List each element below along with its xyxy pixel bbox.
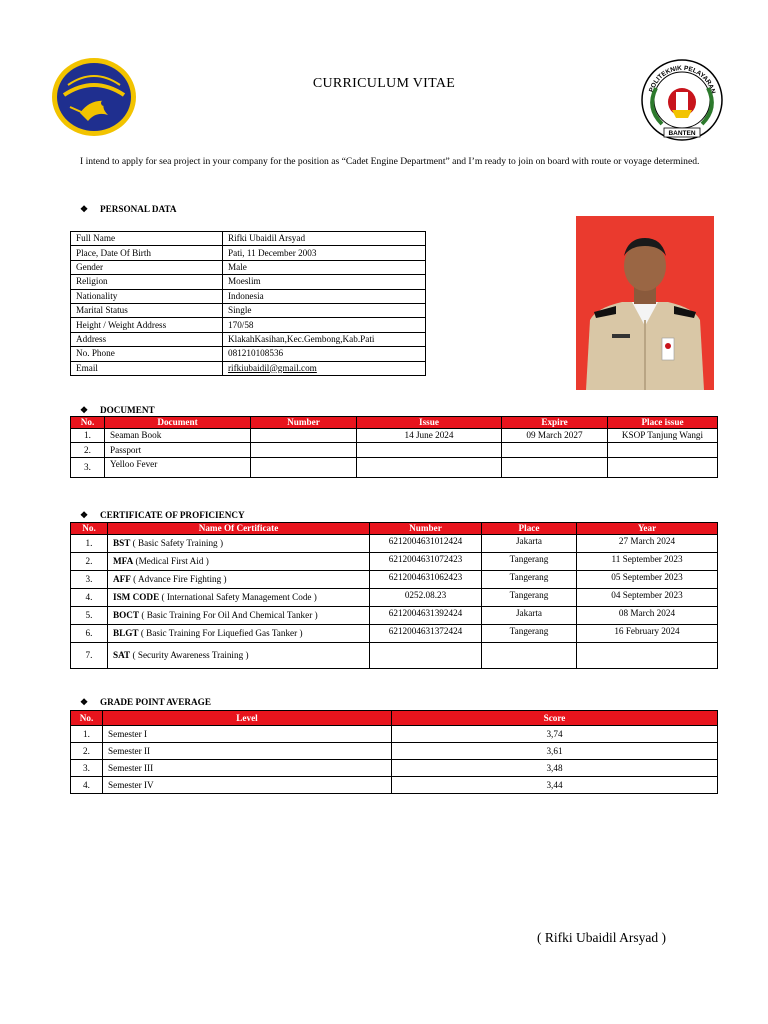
- table-row: [71, 429, 718, 443]
- certificate-desc: ( International Safety Management Code ): [159, 592, 317, 602]
- ministry-logo: [50, 55, 138, 139]
- diamond-bullet-icon: ❖: [80, 204, 89, 214]
- signature-name: ( Rifki Ubaidil Arsyad ): [537, 930, 666, 945]
- field-label: Gender: [71, 260, 223, 274]
- field-label: Full Name: [71, 232, 223, 246]
- certificate-number: 6212004631012424: [370, 535, 482, 553]
- certificate-number: 6212004631072423: [370, 553, 482, 571]
- school-bottom-text: BANTEN: [668, 130, 696, 137]
- certificate-number: 6212004631392424: [370, 607, 482, 625]
- certificate-year: 08 March 2024: [577, 607, 718, 625]
- section-title: CERTIFICATE OF PROFICIENCY: [100, 510, 245, 520]
- table-row: [71, 589, 718, 607]
- certificate-name: [108, 643, 370, 669]
- table-row: [71, 347, 426, 361]
- column-header: Expire: [502, 417, 608, 429]
- row-number: 1.: [71, 535, 108, 553]
- field-label: Place, Date Of Birth: [71, 246, 223, 260]
- intro-paragraph: I intend to apply for sea project in your company for the position as “Cadet Engine Department” and I’m ready to join on board with route or voyage determined.: [80, 156, 700, 167]
- table-header-row: [71, 711, 718, 726]
- certificate-desc: ( Security Awareness Training ): [130, 650, 249, 660]
- field-value: 081210108536: [223, 347, 426, 361]
- column-header: Name Of Certificate: [108, 523, 370, 535]
- certificate-place: Jakarta: [482, 607, 577, 625]
- field-value: Male: [223, 260, 426, 274]
- column-header: No.: [71, 523, 108, 535]
- field-value: KlakahKasihan,Kec.Gembong,Kab.Pati: [223, 332, 426, 346]
- table-row: [71, 443, 718, 458]
- section-title: DOCUMENT: [100, 405, 155, 415]
- school-logo: [638, 58, 726, 142]
- certificate-desc: (Medical First Aid ): [133, 556, 209, 566]
- document-name: Passport: [105, 443, 251, 458]
- certificate-number: 6212004631372424: [370, 625, 482, 643]
- column-header: Place issue: [608, 417, 718, 429]
- certificate-desc: ( Advance Fire Fighting ): [130, 574, 227, 584]
- column-header: No.: [71, 417, 105, 429]
- row-number: 3.: [71, 571, 108, 589]
- table-row: [71, 607, 718, 625]
- row-number: 6.: [71, 625, 108, 643]
- row-number: 2.: [71, 743, 103, 760]
- table-row: [71, 332, 426, 346]
- gpa-level: Semester II: [103, 743, 392, 760]
- field-label: Nationality: [71, 289, 223, 303]
- table-row: [71, 318, 426, 332]
- table-header-row: [71, 523, 718, 535]
- certificate-name: [108, 589, 370, 607]
- certificate-code: BLGT: [113, 628, 139, 638]
- table-row: [71, 535, 718, 553]
- certificate-number: 0252.08.23: [370, 589, 482, 607]
- document-issue: 14 June 2024: [357, 429, 502, 443]
- certificate-table: [70, 522, 718, 669]
- column-header: No.: [71, 711, 103, 726]
- row-number: 5.: [71, 607, 108, 625]
- field-label: Height / Weight Address: [71, 318, 223, 332]
- document-place: [608, 458, 718, 478]
- table-row: [71, 303, 426, 317]
- table-row: [71, 760, 718, 777]
- email-link[interactable]: rifkiubaidil@gmail.com: [228, 362, 317, 373]
- table-row: [71, 246, 426, 260]
- document-issue: [357, 458, 502, 478]
- document-number: [251, 429, 357, 443]
- section-heading-document: [80, 405, 155, 416]
- document-table: [70, 416, 718, 478]
- certificate-name: [108, 553, 370, 571]
- school-ring-text: POLITEKNIK PELAYARAN: [648, 64, 717, 95]
- field-label: Marital Status: [71, 303, 223, 317]
- field-value: 170/58: [223, 318, 426, 332]
- field-label: No. Phone: [71, 347, 223, 361]
- column-header: Number: [251, 417, 357, 429]
- row-number: 1.: [71, 429, 105, 443]
- section-heading-certificate: [80, 510, 245, 521]
- table-row: [71, 361, 426, 375]
- section-heading-gpa: [80, 697, 211, 708]
- field-value: Indonesia: [223, 289, 426, 303]
- certificate-place: Tangerang: [482, 589, 577, 607]
- document-name: Yelloo Fever: [105, 458, 251, 478]
- certificate-name: [108, 571, 370, 589]
- certificate-place: Tangerang: [482, 571, 577, 589]
- certificate-name: [108, 607, 370, 625]
- column-header: Place: [482, 523, 577, 535]
- certificate-name: [108, 625, 370, 643]
- section-heading-personal: [80, 204, 177, 215]
- certificate-number: 6212004631062423: [370, 571, 482, 589]
- certificate-code: AFF: [113, 574, 131, 584]
- table-row: [71, 726, 718, 743]
- personal-data-table: [70, 231, 426, 376]
- certificate-year: 04 September 2023: [577, 589, 718, 607]
- table-row: [71, 743, 718, 760]
- row-number: 2.: [71, 443, 105, 458]
- table-header-row: [71, 417, 718, 429]
- field-value: Single: [223, 303, 426, 317]
- row-number: 4.: [71, 777, 103, 794]
- certificate-year: 27 March 2024: [577, 535, 718, 553]
- column-header: Level: [103, 711, 392, 726]
- gpa-score: 3,44: [392, 777, 718, 794]
- certificate-place: [482, 643, 577, 669]
- row-number: 1.: [71, 726, 103, 743]
- column-header: Document: [105, 417, 251, 429]
- profile-photo: [576, 216, 714, 390]
- table-row: [71, 275, 426, 289]
- table-row: [71, 260, 426, 274]
- field-value: Moeslim: [223, 275, 426, 289]
- field-value: Rifki Ubaidil Arsyad: [223, 232, 426, 246]
- section-title: PERSONAL DATA: [100, 204, 177, 214]
- column-header: Year: [577, 523, 718, 535]
- field-value: Pati, 11 December 2003: [223, 246, 426, 260]
- table-row: [71, 777, 718, 794]
- certificate-desc: ( Basic Training For Liquefied Gas Tanker ): [138, 628, 303, 638]
- certificate-year: 11 September 2023: [577, 553, 718, 571]
- diamond-bullet-icon: ❖: [80, 405, 89, 415]
- certificate-desc: ( Basic Safety Training ): [130, 538, 224, 548]
- certificate-code: BOCT: [113, 610, 140, 620]
- gpa-score: 3,74: [392, 726, 718, 743]
- document-place: KSOP Tanjung Wangi: [608, 429, 718, 443]
- gpa-level: Semester IV: [103, 777, 392, 794]
- certificate-place: Tangerang: [482, 625, 577, 643]
- certificate-code: SAT: [113, 650, 131, 660]
- certificate-desc: ( Basic Training For Oil And Chemical Tanker ): [139, 610, 318, 620]
- gpa-score: 3,48: [392, 760, 718, 777]
- column-header: Score: [392, 711, 718, 726]
- field-label: Email: [71, 361, 223, 375]
- table-row: [71, 553, 718, 571]
- gpa-score: 3,61: [392, 743, 718, 760]
- table-row: [71, 232, 426, 246]
- certificate-year: 16 February 2024: [577, 625, 718, 643]
- certificate-year: 05 September 2023: [577, 571, 718, 589]
- certificate-number: [370, 643, 482, 669]
- certificate-place: Tangerang: [482, 553, 577, 571]
- certificate-year: [577, 643, 718, 669]
- certificate-name: [108, 535, 370, 553]
- row-number: 3.: [71, 458, 105, 478]
- document-expire: 09 March 2027: [502, 429, 608, 443]
- document-place: [608, 443, 718, 458]
- row-number: 4.: [71, 589, 108, 607]
- certificate-code: MFA: [113, 556, 134, 566]
- document-title: CURRICULUM VITAE: [312, 76, 456, 91]
- table-row: [71, 289, 426, 303]
- diamond-bullet-icon: ❖: [80, 510, 89, 520]
- table-row: [71, 643, 718, 669]
- document-name: Seaman Book: [105, 429, 251, 443]
- certificate-place: Jakarta: [482, 535, 577, 553]
- document-expire: [502, 443, 608, 458]
- certificate-code: BST: [113, 538, 131, 548]
- certificate-code: ISM CODE: [113, 592, 160, 602]
- document-number: [251, 458, 357, 478]
- gpa-table: [70, 710, 718, 794]
- diamond-bullet-icon: ❖: [80, 697, 89, 707]
- row-number: 7.: [71, 643, 108, 669]
- field-label: Address: [71, 332, 223, 346]
- column-header: Number: [370, 523, 482, 535]
- document-number: [251, 443, 357, 458]
- row-number: 2.: [71, 553, 108, 571]
- row-number: 3.: [71, 760, 103, 777]
- table-row: [71, 458, 718, 478]
- document-expire: [502, 458, 608, 478]
- table-row: [71, 625, 718, 643]
- gpa-level: Semester I: [103, 726, 392, 743]
- gpa-level: Semester III: [103, 760, 392, 777]
- column-header: Issue: [357, 417, 502, 429]
- table-row: [71, 571, 718, 589]
- section-title: GRADE POINT AVERAGE: [100, 697, 211, 707]
- document-issue: [357, 443, 502, 458]
- field-label: Religion: [71, 275, 223, 289]
